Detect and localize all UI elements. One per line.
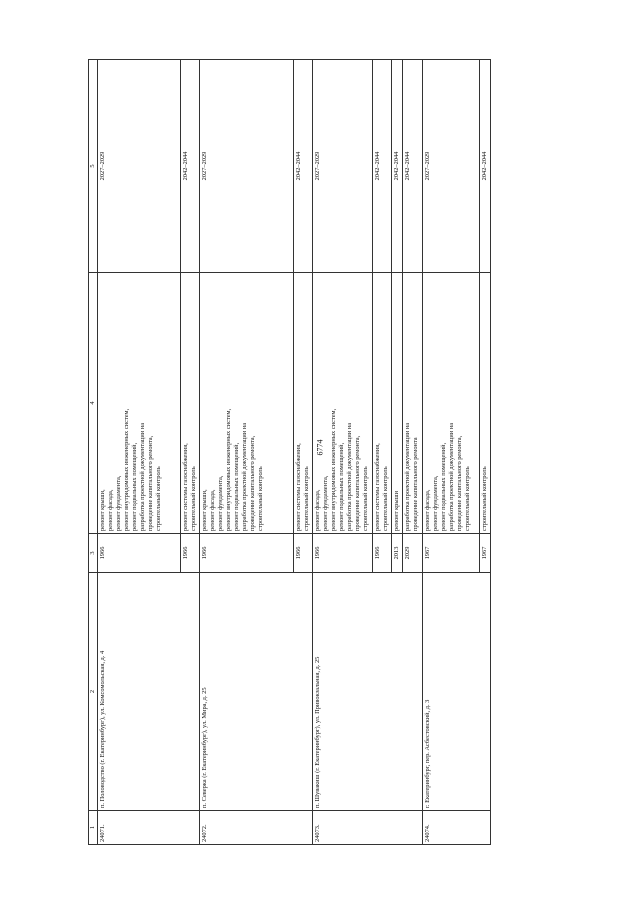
rotated-table-container [88, 85, 576, 845]
address-cell: п. Северка (г. Екатеринбург), ул. Мира, д. 25 [200, 573, 313, 811]
work-item: ремонт фундамента, [217, 475, 224, 531]
row-number-cell: 24072. [200, 811, 313, 845]
work-item: разработка проектной документации на [241, 422, 248, 531]
work-item: ремонт фундамента, [432, 475, 439, 531]
work-item: проведение капитального ремонта, [456, 435, 463, 531]
work-item: ремонт фасада, [314, 489, 321, 531]
work-item: ремонт подвальных помещений, [131, 442, 138, 531]
work-item: строительный контроль [481, 466, 488, 531]
work-item: строительный контроль [382, 466, 389, 531]
work-item: ремонт внутридомовых инженерных систем, [123, 408, 130, 531]
year-cell: 1966 [98, 534, 181, 573]
work-item: ремонт фасада, [107, 489, 114, 531]
period-cell: 2042–2044 [181, 60, 200, 273]
period-cell: 2027–2029 [200, 60, 294, 273]
work-item: разработка проектной документации на [448, 422, 455, 531]
work-item: проведение капитального ремонта, [147, 435, 154, 531]
work-item: строительный контроль [257, 466, 264, 531]
work-item: ремонт крыши, [99, 489, 106, 531]
works-cell [294, 273, 313, 534]
work-item: ремонт фасада, [209, 489, 216, 531]
table-row [98, 60, 181, 845]
works-cell [313, 273, 373, 534]
work-item: строительный контроль [190, 466, 197, 531]
address-cell: г. Екатеринбург, пер. Асбестовский, д. 3 [423, 573, 491, 811]
year-cell: 2013 [392, 534, 403, 573]
table-row [200, 60, 294, 845]
work-item: разработка проектной документации на [404, 422, 411, 531]
period-cell: 2042–2044 [403, 60, 423, 273]
work-item: строительный контроль [464, 466, 471, 531]
year-cell: 2029 [403, 534, 423, 573]
works-cell [200, 273, 294, 534]
repair-schedule-table [88, 59, 491, 845]
year-cell: 1967 [423, 534, 480, 573]
work-item: ремонт подвальных помещений, [338, 442, 345, 531]
work-item: ремонт системы газоснабжения, [374, 443, 381, 531]
period-cell: 2042–2044 [373, 60, 392, 273]
work-item: ремонт фундамента, [322, 475, 329, 531]
year-cell: 1967 [480, 534, 491, 573]
work-item: ремонт системы газоснабжения, [295, 443, 302, 531]
work-item: разработка проектной документации на [346, 422, 353, 531]
header-col-2: 2 [89, 573, 98, 811]
work-item: ремонт крыши, [201, 489, 208, 531]
year-cell: 1966 [200, 534, 294, 573]
work-item: строительный контроль [362, 466, 369, 531]
year-cell: 1966 [373, 534, 392, 573]
period-cell: 2027–2029 [313, 60, 373, 273]
year-cell: 1966 [294, 534, 313, 573]
work-item: ремонт крыши [393, 490, 400, 531]
period-cell: 2042–2044 [294, 60, 313, 273]
year-cell: 1966 [313, 534, 373, 573]
address-cell: п. Половодство (г. Екатеринбург), ул. Комсомольская, д. 4 [98, 573, 200, 811]
row-number-cell: 24071. [98, 811, 200, 845]
page-number: 6774 [315, 439, 325, 456]
address-cell: п. Шувакиш (г. Екатеринбург), ул. Привокзальная, д. 25 [313, 573, 423, 811]
works-cell [373, 273, 392, 534]
header-col-3: 3 [89, 534, 98, 573]
year-cell: 1966 [181, 534, 200, 573]
works-cell [480, 273, 491, 534]
work-item: ремонт фасада, [424, 489, 431, 531]
work-item: ремонт внутридомовых инженерных систем, [330, 408, 337, 531]
work-item: строительный контроль [155, 466, 162, 531]
work-item: ремонт системы газоснабжения, [182, 443, 189, 531]
header-col-1: 1 [89, 811, 98, 845]
table-row [313, 60, 373, 845]
period-cell: 2042–2044 [392, 60, 403, 273]
work-item: проведение капитального ремонта, [354, 435, 361, 531]
header-col-5: 5 [89, 60, 98, 273]
work-item: строительный контроль [303, 466, 310, 531]
table-row [423, 60, 480, 845]
works-cell [181, 273, 200, 534]
row-number-cell: 24073. [313, 811, 423, 845]
work-item: ремонт подвальных помещений, [233, 442, 240, 531]
work-item: ремонт внутридомовых инженерных систем, [225, 408, 232, 531]
work-item: ремонт подвальных помещений, [440, 442, 447, 531]
period-cell: 2042–2044 [480, 60, 491, 273]
row-number-cell: 24074. [423, 811, 491, 845]
works-cell [403, 273, 423, 534]
table-body [98, 60, 491, 845]
works-cell [392, 273, 403, 534]
work-item: проведение капитального ремонта [412, 437, 419, 531]
works-cell [423, 273, 480, 534]
works-cell [98, 273, 181, 534]
work-item: разработка проектной документации на [139, 422, 146, 531]
header-row [89, 60, 98, 845]
header-col-4: 4 [89, 273, 98, 534]
work-item: проведение капитального ремонта, [249, 435, 256, 531]
period-cell: 2027–2029 [98, 60, 181, 273]
period-cell: 2027–2029 [423, 60, 480, 273]
work-item: ремонт фундамента, [115, 475, 122, 531]
